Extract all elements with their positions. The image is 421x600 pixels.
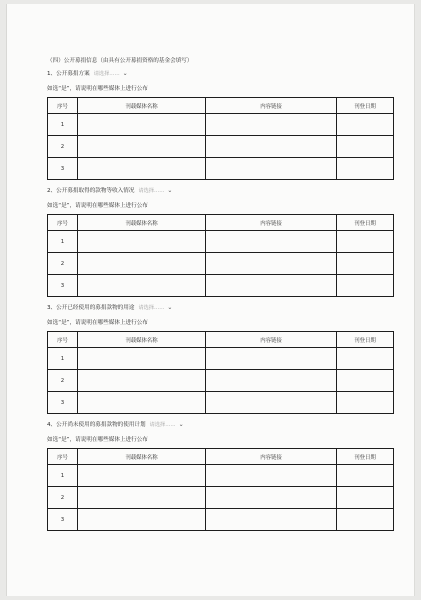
row-number: 3 [48,392,78,414]
table-header-row [48,98,394,114]
disclosure-select[interactable] [136,302,174,315]
table-header-row [48,215,394,231]
table-row [48,114,394,136]
content-link-cell[interactable] [206,114,337,136]
column-header: 序号 [48,215,78,231]
media-table [47,448,394,531]
media-name-cell[interactable] [78,114,206,136]
publish-date-cell[interactable] [337,392,394,414]
table-header-row [48,332,394,348]
content-link-cell[interactable] [206,509,337,531]
content-link-cell[interactable] [206,158,337,180]
media-hint: 如选“是”，请说明在哪些媒体上进行公布 [47,437,148,443]
question-row [47,68,393,79]
chevron-down-icon: ⌄ [178,421,184,428]
content-link-cell[interactable] [206,392,337,414]
publish-date-cell[interactable] [337,487,394,509]
row-number: 3 [48,158,78,180]
chevron-down-icon: ⌄ [167,187,173,194]
media-name-cell[interactable] [78,136,206,158]
disclosure-select[interactable] [92,68,130,81]
table-row [48,392,394,414]
column-header: 序号 [48,98,78,114]
column-header: 刊载媒体名称 [78,98,206,114]
media-name-cell[interactable] [78,253,206,275]
column-header: 序号 [48,449,78,465]
table-row [48,465,394,487]
media-name-cell[interactable] [78,487,206,509]
question-section [47,419,393,531]
column-header: 内容链接 [206,215,337,231]
media-name-cell[interactable] [78,392,206,414]
table-row [48,275,394,297]
table-row [48,136,394,158]
row-number: 3 [48,509,78,531]
question-label: 2、公开募捐取得的款物等收入情况 [47,188,135,194]
form-content [47,56,393,531]
table-row [48,158,394,180]
content-link-cell[interactable] [206,231,337,253]
table-row [48,231,394,253]
column-header: 内容链接 [206,449,337,465]
question-row [47,302,393,313]
publish-date-cell[interactable] [337,114,394,136]
content-link-cell[interactable] [206,348,337,370]
row-number: 1 [48,465,78,487]
table-header-row [48,449,394,465]
table-row [48,487,394,509]
row-number: 1 [48,114,78,136]
media-name-cell[interactable] [78,231,206,253]
column-header: 刊登日期 [337,449,394,465]
question-label: 3、公开已经使用的募捐款物的用途 [47,305,135,311]
content-link-cell[interactable] [206,253,337,275]
media-table [47,331,394,414]
question-section [47,185,393,297]
table-row [48,253,394,275]
row-number: 3 [48,275,78,297]
column-header: 刊登日期 [337,215,394,231]
select-placeholder: 请选择…… [138,188,165,194]
content-link-cell[interactable] [206,487,337,509]
select-placeholder: 请选择…… [93,71,120,77]
row-number: 1 [48,231,78,253]
question-row [47,185,393,196]
publish-date-cell[interactable] [337,370,394,392]
column-header: 内容链接 [206,332,337,348]
media-name-cell[interactable] [78,465,206,487]
column-header: 刊载媒体名称 [78,215,206,231]
disclosure-select[interactable] [148,419,186,432]
content-link-cell[interactable] [206,275,337,297]
publish-date-cell[interactable] [337,275,394,297]
publish-date-cell[interactable] [337,136,394,158]
column-header: 刊载媒体名称 [78,332,206,348]
publish-date-cell[interactable] [337,158,394,180]
media-hint: 如选“是”，请说明在哪些媒体上进行公布 [47,320,148,326]
chevron-down-icon: ⌄ [122,70,128,77]
content-link-cell[interactable] [206,465,337,487]
document-page [6,4,415,596]
disclosure-select[interactable] [136,185,174,198]
question-list [47,68,393,531]
row-number: 2 [48,253,78,275]
table-row [48,509,394,531]
media-name-cell[interactable] [78,370,206,392]
table-row [48,370,394,392]
question-row [47,419,393,430]
publish-date-cell[interactable] [337,509,394,531]
column-header: 刊载媒体名称 [78,449,206,465]
row-number: 2 [48,136,78,158]
column-header: 刊登日期 [337,98,394,114]
table-row [48,348,394,370]
media-name-cell[interactable] [78,275,206,297]
media-hint: 如选“是”，请说明在哪些媒体上进行公布 [47,203,148,209]
select-placeholder: 请选择…… [138,305,165,311]
row-number: 2 [48,487,78,509]
row-number: 1 [48,348,78,370]
section-title: （四）公开募捐信息（由具有公开募捐资格的基金会填写） [47,58,193,64]
column-header: 内容链接 [206,98,337,114]
chevron-down-icon: ⌄ [167,304,173,311]
question-label: 4、公开尚未使用的募捐款物的使用计划 [47,422,146,428]
content-link-cell[interactable] [206,136,337,158]
media-name-cell[interactable] [78,348,206,370]
media-name-cell[interactable] [78,158,206,180]
content-link-cell[interactable] [206,370,337,392]
publish-date-cell[interactable] [337,253,394,275]
media-name-cell[interactable] [78,509,206,531]
question-label: 1、公开募捐方案 [47,71,90,77]
column-header: 刊登日期 [337,332,394,348]
media-table [47,214,394,297]
question-section [47,302,393,414]
media-hint: 如选“是”，请说明在哪些媒体上进行公布 [47,86,148,92]
select-placeholder: 请选择…… [149,422,176,428]
column-header: 序号 [48,332,78,348]
publish-date-cell[interactable] [337,465,394,487]
question-section [47,68,393,180]
media-table [47,97,394,180]
publish-date-cell[interactable] [337,348,394,370]
publish-date-cell[interactable] [337,231,394,253]
row-number: 2 [48,370,78,392]
